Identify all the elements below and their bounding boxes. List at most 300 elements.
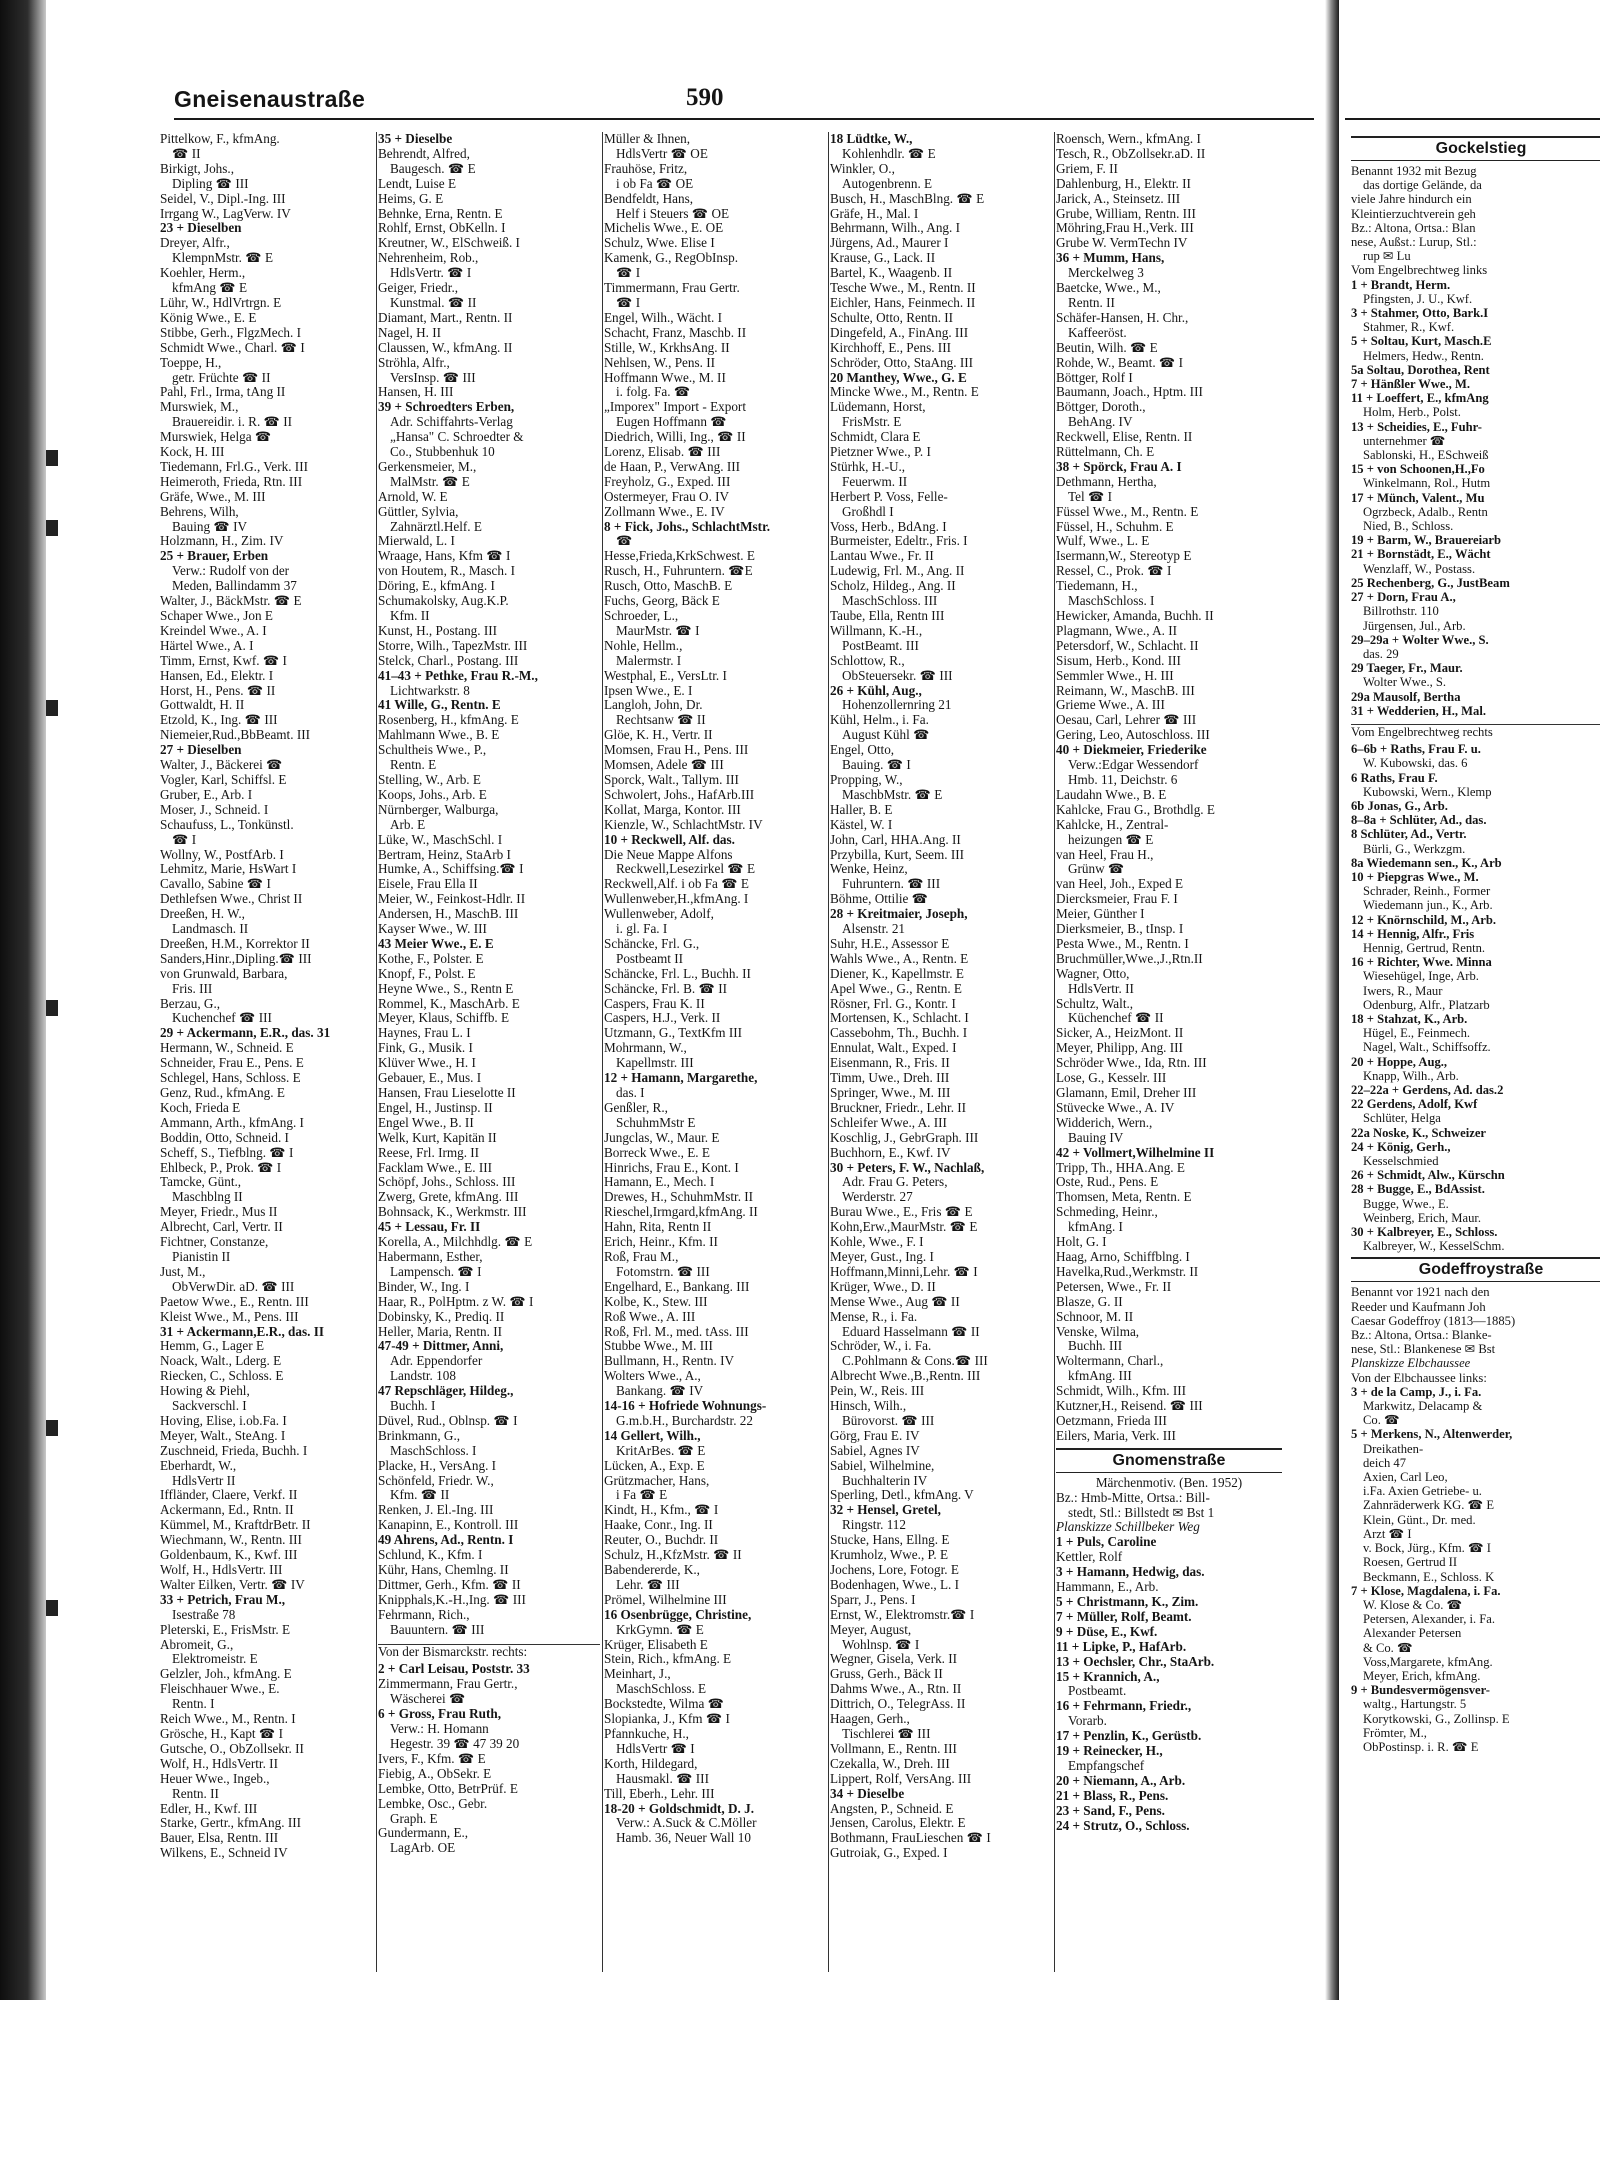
resident-entry: Pleterski, E., FrisMstr. E: [160, 1621, 291, 1637]
scan-mark: [46, 450, 58, 466]
resident-entry: Walter, J., BäckMstr. ☎ E: [160, 593, 302, 609]
house-number-entry: 12 + Hamann, Margarethe,: [604, 1070, 758, 1086]
resident-entry: Iffländer, Claere, Verkf. II: [160, 1487, 298, 1503]
resident-entry: Böttger, Rolf I: [1056, 369, 1133, 385]
resident-entry: Pfannkuche, H.,: [604, 1725, 689, 1741]
entry-continuation: Zahnärztl.Helf. E: [390, 518, 482, 534]
entry-continuation: Hegestr. 39 ☎ 47 39 20: [390, 1735, 520, 1751]
resident-entry: Krause, G., Lack. II: [830, 250, 936, 266]
resident-entry: Tiedemann, H.,: [1056, 578, 1138, 594]
house-number-entry: 18 Lüdtke, W.,: [830, 132, 913, 146]
resident-entry: Kühr, Hans, Chemlng. II: [378, 1562, 509, 1577]
resident-entry: Heimeroth, Frieda, Rtn. III: [160, 473, 303, 489]
resident-entry: Korella, A., Milchhdlg. ☎ E: [378, 1234, 533, 1250]
resident-entry: Prömel, Wilhelmine III: [604, 1591, 727, 1607]
entry-continuation: Kaffeeröst.: [1068, 324, 1127, 340]
house-number-entry: 8 Schlüter, Ad., Vertr.: [1351, 827, 1467, 842]
entry-continuation: Kohlenhdlr. ☎ E: [842, 145, 936, 161]
house-number-entry: 16 Osenbrügge, Christine,: [604, 1606, 752, 1622]
resident-entry: Rommel, K., MaschArb. E: [378, 995, 520, 1011]
house-number-entry: 29–29a + Wolter Wwe., S.: [1351, 632, 1489, 647]
resident-entry: Sicker, A., HeizMont. II: [1056, 1025, 1184, 1041]
resident-entry: Schröder, Otto, StaAng. III: [830, 354, 974, 370]
resident-entry: Schlegel, Hans, Schloss. E: [160, 1070, 301, 1086]
resident-entry: Kühl, Helm., i. Fa.: [830, 712, 929, 728]
resident-entry: Schröder Wwe., Ida, Rtn. III: [1056, 1055, 1207, 1071]
entry-continuation: v. Bock, Jürg., Kfm. ☎ I: [1363, 1541, 1491, 1556]
resident-entry: Stille, W., KrkhsAng. II: [604, 339, 730, 355]
resident-entry: Hoffmann Wwe., M. II: [604, 369, 726, 385]
house-number-entry: 19 + Reinecker, H.,: [1056, 1743, 1163, 1759]
resident-entry: Facklam Wwe., E. III: [378, 1159, 493, 1175]
side-of-street-heading: Von der Bismarckstr. rechts:: [378, 1644, 600, 1660]
entry-continuation: MaschSchloss. III: [842, 593, 938, 609]
resident-entry: Roensch, Wern., kfmAng. I: [1056, 132, 1201, 146]
entry-continuation: ObPostinsp. i. R. ☎ E: [1363, 1739, 1479, 1754]
entry-continuation: Tischlerei ☎ III: [842, 1725, 931, 1741]
resident-entry: Cavallo, Sabine ☎ I: [160, 876, 271, 892]
entry-continuation: i Fa ☎ E: [616, 1487, 668, 1503]
resident-entry: Krüger, Elisabeth E: [604, 1636, 708, 1652]
resident-entry: Jensen, Carolus, Elektr. E: [830, 1815, 966, 1831]
resident-entry: Ströhla, Alfr.,: [378, 354, 450, 370]
resident-entry: Momsen, Adele ☎ III: [604, 757, 724, 773]
resident-entry: Kahlcke, H., Zentral-: [1056, 816, 1169, 832]
resident-entry: Düvel, Rud., Oblnsp. ☎ I: [378, 1412, 518, 1428]
entry-continuation: ObSteuersekr. ☎ III: [842, 667, 953, 683]
entry-continuation: Holm, Herb., Polst.: [1363, 405, 1461, 420]
resident-entry: nese, Stl.: Blankenese ✉ Bst: [1351, 1342, 1496, 1357]
resident-entry: Humke, A., Schiffsing.☎ I: [378, 861, 524, 877]
resident-entry: Schröder, W., i. Fa.: [830, 1338, 932, 1354]
entry-continuation: Wiedemann jun., K., Arb.: [1363, 898, 1493, 913]
resident-entry: Stucke, Hans, Ellng. E: [830, 1532, 950, 1548]
entry-continuation: Graph. E: [390, 1810, 438, 1826]
resident-entry: Wilkens, E., Schneid IV: [160, 1845, 288, 1861]
resident-entry: Meyer, Klaus, Schiffb. E: [378, 1010, 510, 1026]
resident-entry: Ressel, C., Prok. ☎ I: [1056, 563, 1172, 579]
entry-continuation: HdlsVertr II: [172, 1472, 236, 1488]
entry-continuation: ☎ I: [172, 831, 197, 847]
entry-continuation: G.m.b.H., Burchardstr. 22: [616, 1412, 753, 1428]
resident-entry: Hamann, E., Mech. I: [604, 1174, 715, 1190]
entry-continuation: Pfingsten, J. U., Kwf.: [1363, 291, 1473, 306]
entry-continuation: Feuerwm. II: [842, 473, 908, 489]
entry-continuation: Postbeamt.: [1068, 1683, 1127, 1699]
entry-continuation: Küchenchef ☎ II: [1068, 1010, 1164, 1026]
resident-entry: Wagner, Otto,: [1056, 965, 1130, 981]
resident-entry: Kirchhoff, E., Pens. III: [830, 339, 951, 355]
resident-entry: Koehler, Herm.,: [160, 265, 246, 281]
house-number-entry: 10 + Reckwell, Alf. das.: [604, 831, 735, 847]
entry-continuation: MalMstr. ☎ E: [390, 473, 470, 489]
resident-entry: Benannt 1932 mit Bezug: [1351, 164, 1477, 178]
entry-continuation: PostBeamt. III: [842, 637, 919, 653]
entry-continuation: KrkGymn. ☎ E: [616, 1621, 704, 1637]
resident-entry: Knopf, F., Polst. E: [378, 965, 476, 981]
entry-continuation: unternehmer ☎: [1363, 433, 1446, 448]
house-number-entry: 29 + Ackermann, E.R., das. 31: [160, 1025, 331, 1041]
entry-continuation: Pianistin II: [172, 1248, 231, 1264]
column-3: [604, 132, 826, 1977]
entry-continuation: MaschbMstr. ☎ E: [842, 786, 943, 802]
entry-continuation: Buchhalterin IV: [842, 1472, 928, 1488]
resident-entry: Albrecht, Carl, Vertr. II: [160, 1219, 283, 1235]
column-4: [830, 132, 1052, 1977]
resident-entry: Fleischhauer Wwe., E.: [160, 1681, 280, 1697]
entry-continuation: Schlüter, Helga: [1363, 1111, 1441, 1126]
entry-continuation: Roesen, Gertrud II: [1363, 1555, 1458, 1570]
house-number-entry: 6–6b + Raths, Frau F. u.: [1351, 742, 1481, 757]
scan-mark: [46, 520, 58, 536]
resident-entry: Lorenz, Elisab. ☎ III: [604, 444, 721, 460]
column-divider: [828, 132, 829, 1972]
house-number-entry: 43 Meier Wwe., E. E: [378, 935, 494, 951]
resident-entry: Binder, W., Ing. I: [378, 1278, 470, 1294]
resident-entry: Czekalla, W., Dreh. III: [830, 1755, 950, 1771]
street-heading: Godeffroystraße: [1351, 1257, 1600, 1282]
entry-continuation: Buchh. I: [390, 1398, 436, 1414]
resident-entry: Schmidt Wwe., Charl. ☎ I: [160, 339, 305, 355]
resident-entry: Lembke, Otto, BetrPrüf. E: [378, 1780, 518, 1796]
entry-continuation: Iwers, R., Maur: [1363, 983, 1443, 998]
resident-entry: Engel, Otto,: [830, 742, 895, 758]
resident-entry: Grützmacher, Hans,: [604, 1472, 710, 1488]
resident-entry: Boddin, Otto, Schneid. I: [160, 1129, 289, 1145]
entry-continuation: getr. Früchte ☎ II: [172, 369, 271, 385]
house-number-entry: 16 + Fehrmann, Friedr.,: [1056, 1698, 1192, 1714]
house-number-entry: 10 + Piepgras Wwe., M.: [1351, 869, 1479, 884]
resident-entry: Goldenbaum, K., Kwf. III: [160, 1547, 298, 1563]
resident-entry: Apel Wwe., G., Rentn. E: [830, 980, 962, 996]
resident-entry: Murswiek, Helga ☎: [160, 429, 272, 445]
resident-entry: Schwolert, Johs., HafArb.III: [604, 786, 755, 802]
resident-entry: Roß, Frau M.,: [604, 1248, 679, 1264]
resident-entry: Lose, G., Kesselr. III: [1056, 1070, 1167, 1086]
scan-mark: [46, 1420, 58, 1436]
entry-continuation: Rechtsanw ☎ II: [616, 712, 706, 728]
resident-entry: Haake, Conr., Ing. II: [604, 1517, 713, 1533]
house-number-entry: 32 + Hensel, Gretel,: [830, 1502, 941, 1518]
resident-entry: Hahn, Rita, Rentn II: [604, 1219, 712, 1235]
resident-entry: Claussen, W., kfmAng. II: [378, 339, 513, 355]
resident-entry: Murswiek, M.,: [160, 399, 239, 415]
house-number-entry: 6 + Gross, Frau Ruth,: [378, 1706, 502, 1722]
resident-entry: Engel Wwe., B. II: [378, 1114, 474, 1130]
house-number-entry: 20 Manthey, Wwe., G. E: [830, 369, 967, 385]
house-number-entry: 36 + Mumm, Hans,: [1056, 250, 1165, 266]
house-number-entry: 14 Gellert, Wilh.,: [604, 1427, 701, 1443]
resident-entry: Reich Wwe., M., Rentn. I: [160, 1711, 296, 1727]
house-number-entry: 7 + Klose, Magdalena, i. Fa.: [1351, 1583, 1501, 1598]
house-number-entry: 30 + Peters, F. W., Nachlaß,: [830, 1159, 985, 1175]
resident-entry: van Heel, Joh., Exped E: [1056, 876, 1184, 892]
resident-entry: Schnoor, M. II: [1056, 1308, 1134, 1324]
entry-continuation: Arzt ☎ I: [1363, 1526, 1412, 1541]
entry-continuation: Vorarb.: [1068, 1713, 1107, 1729]
resident-entry: Engel, H., Justinsp. II: [378, 1099, 493, 1115]
resident-entry: Mierwald, L. I: [378, 533, 455, 549]
resident-entry: Oetzmann, Frieda III: [1056, 1412, 1167, 1428]
resident-entry: Erich, Heinr., Kfm. II: [604, 1234, 718, 1250]
entry-continuation: Helmers, Hedw., Rentn.: [1363, 348, 1484, 363]
resident-entry: Schumakolsky, Aug.K.P.: [378, 593, 509, 609]
resident-entry: Schleifer Wwe., A. III: [830, 1114, 947, 1130]
resident-entry: viele Jahre hindurch ein: [1351, 192, 1472, 207]
resident-entry: Seidel, V., Dipl.-Ing. III: [160, 190, 286, 206]
entry-continuation: Petersen, Alexander, i. Fa.: [1363, 1612, 1496, 1627]
resident-entry: Stibbe, Gerh., FlgzMech. I: [160, 324, 302, 340]
entry-continuation: Kapellmstr. III: [616, 1055, 694, 1071]
resident-entry: Füssel, H., Schuhm. E: [1056, 518, 1174, 534]
resident-entry: Schmidt, Clara E: [830, 429, 921, 445]
resident-entry: Wiechmann, W., Rentn. III: [160, 1532, 302, 1548]
entry-continuation: i. gl. Fa. I: [616, 921, 668, 937]
entry-continuation: Kesselschmied: [1363, 1154, 1439, 1169]
resident-entry: Wullenweber,H.,kfmAng. I: [604, 891, 749, 907]
resident-entry: Birkigt, Johs.,: [160, 160, 235, 176]
resident-entry: Kayser Wwe., W. III: [378, 921, 487, 937]
resident-entry: Petersdorf, W., Schlacht. II: [1056, 637, 1199, 653]
resident-entry: Schmidt, Wilh., Kfm. III: [1056, 1383, 1186, 1399]
resident-entry: Korth, Hildegard,: [604, 1755, 698, 1771]
resident-entry: Kamenk, G., RegObInsp.: [604, 250, 739, 266]
resident-entry: Busch, H., MaschBlng. ☎ E: [830, 190, 985, 206]
entry-continuation: Bankang. ☎ IV: [616, 1383, 704, 1399]
house-number-entry: 39 + Schroedters Erben,: [378, 399, 515, 415]
resident-entry: Springer, Wwe., M. III: [830, 1085, 951, 1100]
resident-entry: Lippert, Rolf, VersAng. III: [830, 1770, 972, 1786]
entry-continuation: W. Klose & Co. ☎: [1363, 1597, 1463, 1612]
resident-entry: John, Carl, HHA.Ang. II: [830, 831, 961, 847]
resident-entry: Schöpf, Johs., Schloss. III: [378, 1174, 516, 1190]
resident-entry: Willmann, K.-H.,: [830, 622, 923, 638]
resident-entry: Gräfe, H., Mal. I: [830, 205, 919, 221]
resident-entry: Buchhorn, E., Kwf. IV: [830, 1144, 951, 1160]
resident-entry: Grösche, H., Kapt ☎ I: [160, 1725, 283, 1741]
resident-entry: Irrgang W., LagVerw. IV: [160, 205, 291, 221]
house-number-entry: 41 Wille, G., Rentn. E: [378, 697, 501, 713]
entry-continuation: Markwitz, Delacamp &: [1363, 1399, 1483, 1414]
side-of-street-heading: Vom Engelbrechtweg rechts: [1351, 724, 1600, 739]
column-2: [378, 132, 600, 1977]
entry-continuation: Isestraße 78: [172, 1606, 236, 1622]
entry-continuation: Hohenzollernring 21: [842, 697, 952, 713]
resident-entry: Lüke, W., MaschSchl. I: [378, 831, 503, 847]
resident-entry: Kreindel Wwe., A. I: [160, 622, 267, 638]
entry-continuation: das dortige Gelände, da: [1363, 178, 1482, 193]
resident-entry: Niemeier,Rud.,BbBeamt. III: [160, 727, 310, 743]
resident-entry: Gebauer, E., Mus. I: [378, 1070, 482, 1086]
column-1: [160, 132, 374, 1977]
page-header: [174, 84, 1314, 118]
resident-entry: Beutin, Wilh. ☎ E: [1056, 339, 1158, 355]
resident-entry: Isermann,W., Stereotyp E: [1056, 548, 1192, 564]
resident-entry: Woltermann, Charl.,: [1056, 1353, 1164, 1369]
resident-entry: Reimann, W., MaschB. III: [1056, 682, 1195, 698]
resident-entry: Fink, G., Musik. I: [378, 1040, 473, 1056]
resident-entry: Görg, Frau E. IV: [830, 1427, 920, 1443]
entry-continuation: Fris. III: [172, 980, 213, 996]
resident-entry: Caspers, H.J., Verk. II: [604, 1010, 721, 1026]
resident-entry: Ackermann, Ed., Rntn. II: [160, 1502, 294, 1518]
entry-continuation: Autogenbrenn. E: [842, 175, 933, 191]
house-number-entry: 15 + von Schoonen,H.,Fo: [1351, 462, 1485, 477]
entry-continuation: Ogrzbeck, Adalb., Rentn: [1363, 504, 1488, 519]
house-number-entry: 13 + Scheidies, E., Fuhr-: [1351, 419, 1482, 434]
resident-entry: Taube, Ella, Rentn III: [830, 608, 945, 623]
entry-continuation: ☎ I: [616, 294, 641, 310]
scan-left-border: [0, 0, 58, 2000]
resident-entry: Dahms Wwe., A., Rtn. II: [830, 1681, 962, 1697]
resident-entry: Böhme, Ottilie ☎: [830, 891, 929, 907]
entry-continuation: HdlsVertr. ☎ I: [390, 265, 472, 281]
entry-continuation: Rentn. E: [390, 757, 437, 773]
entry-continuation: Zahnräderwerk KG. ☎ E: [1363, 1498, 1495, 1513]
entry-continuation: Frömter, M.,: [1363, 1725, 1427, 1740]
house-number-entry: 26 + Kühl, Aug.,: [830, 682, 922, 698]
house-number-entry: 23 + Sand, F., Pens.: [1056, 1802, 1165, 1818]
resident-entry: Hoving, Elise, i.ob.Fa. I: [160, 1412, 287, 1428]
resident-entry: Hammann, E., Arb.: [1056, 1579, 1159, 1595]
entry-continuation: ☎ I: [616, 265, 641, 281]
resident-entry: Meinhart, J.,: [604, 1666, 671, 1682]
resident-entry: Koops, Johs., Arb. E: [378, 786, 487, 802]
entry-continuation: Sablonski, H., ESchweiß: [1363, 448, 1489, 463]
entry-continuation: Maschblng II: [172, 1189, 243, 1205]
resident-entry: Edler, H., Kwf. III: [160, 1800, 258, 1816]
resident-entry: Ludewig, Frl. M., Ang. II: [830, 563, 965, 579]
resident-entry: Voss, Herb., BdAng. I: [830, 518, 947, 534]
entry-continuation: Werderstr. 27: [842, 1189, 913, 1205]
resident-entry: Dingefeld, A., FinAng. III: [830, 324, 969, 340]
resident-entry: Kolbe, K., Stew. III: [604, 1293, 708, 1309]
entry-continuation: waltg., Hartungstr. 5: [1363, 1697, 1467, 1712]
resident-entry: Schlund, K., Kfm. I: [378, 1547, 483, 1563]
resident-entry: Bohnsack, K., Werkmstr. III: [378, 1204, 527, 1220]
resident-entry: Schulte, Otto, Rentn. II: [830, 309, 954, 325]
entry-continuation: Wäscherei ☎: [390, 1691, 466, 1707]
house-number-entry: 11 + Lipke, P., HafArb.: [1056, 1638, 1187, 1654]
resident-entry: Die Neue Mappe Alfons: [604, 846, 733, 862]
resident-entry: Gelzler, Joh., kfmAng. E: [160, 1666, 292, 1682]
entry-continuation: Nied, B., Schloss.: [1363, 519, 1454, 534]
resident-entry: Dobinsky, K., Prediq. II: [378, 1308, 505, 1324]
entry-continuation: Hamb. 36, Neuer Wall 10: [616, 1830, 751, 1846]
entry-continuation: KlempnMstr. ☎ E: [172, 250, 274, 266]
resident-entry: Fehrmann, Rich.,: [378, 1606, 470, 1622]
house-number-entry: 3 + de la Camp, J., i. Fa.: [1351, 1384, 1482, 1399]
entry-continuation: Kuchenchef ☎ III: [172, 1010, 272, 1026]
resident-entry: Dierksmeier, B., tInsp. I: [1056, 921, 1184, 937]
entry-continuation: Lichtwarkstr. 8: [390, 682, 470, 698]
entry-continuation: Co., Stubbenhuk 10: [390, 444, 495, 460]
house-number-entry: 30 + Kalbreyer, E., Schloss.: [1351, 1225, 1498, 1240]
resident-entry: Genz, Rud., kfmAng. E: [160, 1085, 285, 1100]
resident-entry: Hansen, Frau Lieselotte II: [378, 1085, 516, 1100]
resident-entry: Haller, B. E: [830, 801, 893, 817]
resident-entry: Hansen, Ed., Elektr. I: [160, 667, 274, 683]
resident-entry: Tripp, Th., HHA.Ang. E: [1056, 1159, 1185, 1175]
resident-entry: Kohle, Wwe., F. I: [830, 1234, 924, 1250]
resident-entry: Engel, Wilh., Wächt. I: [604, 309, 723, 325]
resident-entry: Pittelkow, F., kfmAng.: [160, 132, 280, 146]
entry-continuation: Malermstr. I: [616, 652, 682, 668]
entry-continuation: Bauing. ☎ I: [842, 757, 911, 773]
resident-entry: Ivers, F., Kfm. ☎ E: [378, 1750, 486, 1766]
resident-entry: Kümmel, M., KraftdrBetr. II: [160, 1517, 311, 1533]
entry-continuation: Großhdl I: [842, 503, 894, 519]
resident-entry: Berzau, G.,: [160, 995, 221, 1011]
resident-entry: Vollmann, E., Rentn. III: [830, 1740, 957, 1756]
resident-entry: Sperling, Detl., kfmAng. V: [830, 1487, 974, 1503]
resident-entry: Drewes, H., SchuhmMstr. II: [604, 1189, 754, 1205]
resident-entry: Diener, K., Kapellmstr. E: [830, 965, 964, 981]
house-number-entry: 42 + Vollmert,Wilhelmine II: [1056, 1144, 1215, 1160]
resident-entry: Heims, G. E: [378, 190, 444, 206]
entry-continuation: Odenburg, Alfr., Platzarb: [1363, 997, 1490, 1012]
resident-entry: Lehmitz, Marie, HsWart I: [160, 861, 297, 877]
resident-entry: Ehlbeck, P., Prok. ☎ I: [160, 1159, 282, 1175]
resident-entry: Rieschel,Irmgard,kfmAng. II: [604, 1204, 758, 1220]
entry-continuation: Helf i Steuers ☎ OE: [616, 205, 730, 221]
header-rule: [174, 118, 1314, 120]
resident-entry: Jungclas, W., Maur. E: [604, 1129, 720, 1145]
entry-continuation: Wenzlaff, W., Postass.: [1363, 561, 1476, 576]
resident-entry: Kollat, Marga, Kontor. III: [604, 801, 741, 817]
house-number-entry: 14 + Hennig, Alfr., Fris: [1351, 926, 1475, 941]
resident-entry: Widderich, Wern.,: [1056, 1114, 1153, 1130]
resident-entry: Renken, J. El.-Ing. III: [378, 1502, 494, 1518]
resident-entry: Gruber, E., Arb. I: [160, 786, 253, 802]
resident-entry: Sporck, Walt., Tallym. III: [604, 771, 739, 787]
resident-entry: Diedrich, Willi, Ing., ☎ II: [604, 429, 746, 445]
resident-entry: Utzmann, G., TextKfm III: [604, 1025, 742, 1041]
resident-entry: Stelck, Charl., Postang. III: [378, 652, 519, 668]
resident-entry: Gruss, Gerh., Bäck II: [830, 1666, 943, 1682]
entry-continuation: ObVerwDir. aD. ☎ III: [172, 1278, 295, 1294]
resident-entry: von Houtem, R., Masch. I: [378, 563, 515, 579]
resident-entry: Westphal, E., VersLtr. I: [604, 667, 727, 683]
entry-continuation: Weinberg, Erich, Maur.: [1363, 1210, 1482, 1225]
resident-entry: Von der Elbchaussee links:: [1351, 1370, 1487, 1385]
entry-continuation: kfmAng. I: [1068, 1219, 1123, 1235]
resident-entry: Walter Eilken, Vertr. ☎ IV: [160, 1576, 305, 1592]
column-divider: [1054, 132, 1055, 1972]
house-number-entry: 16 + Richter, Wwe. Minna: [1351, 955, 1492, 970]
resident-entry: Schultz, Walt.,: [1056, 995, 1134, 1011]
resident-entry: Wegner, Gisela, Verk. II: [830, 1651, 958, 1667]
entry-continuation: heizungen ☎ E: [1068, 831, 1154, 847]
house-number-entry: 29 Taeger, Fr., Maur.: [1351, 661, 1463, 676]
resident-entry: Ammann, Arth., kfmAng. I: [160, 1114, 304, 1130]
scan-mark: [46, 700, 58, 716]
entry-continuation: kfmAng ☎ E: [172, 280, 248, 296]
entry-continuation: HdlsVertr. II: [1068, 980, 1134, 996]
resident-entry: Gundermann, E.,: [378, 1825, 469, 1841]
resident-entry: Lembke, Osc., Gebr.: [378, 1795, 488, 1811]
resident-entry: Heller, Maria, Rentn. II: [378, 1323, 502, 1339]
resident-entry: Tiedemann, Frl.G., Verk. III: [160, 458, 308, 474]
resident-entry: Bauer, Elsa, Rentn. III: [160, 1830, 279, 1846]
entry-continuation: Postbeamt II: [616, 950, 684, 966]
resident-entry: Holzmann, H., Zim. IV: [160, 533, 284, 549]
entry-continuation: Verw.:Edgar Wessendorf: [1068, 757, 1199, 773]
resident-entry: Rösner, Frl. G., Kontr. I: [830, 995, 956, 1011]
resident-entry: Schulz, Wwe. Elise I: [604, 235, 715, 251]
resident-entry: Schäfer-Hansen, H. Chr.,: [1056, 309, 1189, 325]
resident-entry: Hoffmann,Minni,Lehr. ☎ I: [830, 1263, 978, 1279]
